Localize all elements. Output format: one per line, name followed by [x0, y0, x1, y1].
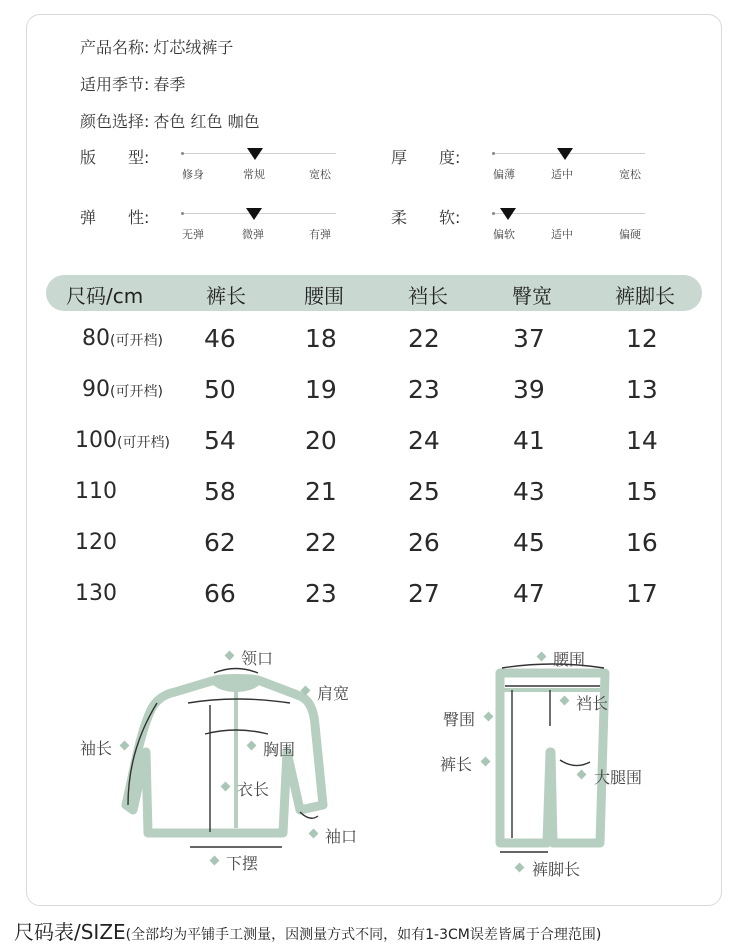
stretch-scale-label: 弹 性: — [80, 208, 150, 227]
color-label: 颜色选择: — [80, 112, 150, 131]
header-hip: 臀宽 — [512, 284, 552, 308]
header-waist: 腰围 — [304, 284, 344, 308]
cell-pant-length: 50 — [204, 375, 236, 404]
cell-rise: 27 — [408, 579, 440, 608]
cell-waist: 18 — [305, 324, 337, 353]
cell-waist: 19 — [305, 375, 337, 404]
label-chest: 胸围 — [263, 740, 296, 759]
stretch-tick-1: 微弹 — [242, 228, 264, 241]
footer-note: (全部均为平铺手工测量，因测量方式不同，如有1-3CM误差皆属于合理范围) — [125, 927, 602, 943]
fit-tick-0: 修身 — [182, 168, 204, 181]
color-value: 杏色 红色 咖色 — [153, 112, 260, 131]
cell-rise: 22 — [408, 324, 440, 353]
size-value: 80 — [82, 326, 110, 351]
label-waist: 腰围 — [553, 650, 586, 669]
cell-waist: 21 — [305, 477, 337, 506]
cell-pant-length: 54 — [204, 426, 236, 455]
label-collar: 领口 — [241, 649, 274, 668]
size-note: (可开档) — [117, 435, 170, 451]
softness-scale-label: 柔 软: — [391, 208, 461, 227]
label-pant-length: 裤长 — [440, 755, 473, 774]
cell-hip: 45 — [513, 528, 545, 557]
label-sleeve: 袖长 — [80, 739, 113, 758]
stretch-tick-2: 有弹 — [309, 228, 331, 241]
cell-pant-length: 58 — [204, 477, 236, 506]
size-value: 90 — [82, 377, 110, 402]
cell-hip: 43 — [513, 477, 545, 506]
season-label: 适用季节: — [80, 75, 150, 94]
size-note: (可开档) — [110, 333, 163, 349]
cell-rise: 26 — [408, 528, 440, 557]
label-shoulder: 肩宽 — [317, 684, 350, 703]
cell-leg-opening: 13 — [626, 375, 658, 404]
cell-hip: 37 — [513, 324, 545, 353]
cell-leg-opening: 12 — [626, 324, 658, 353]
collar-arrow — [214, 669, 258, 674]
cell-pant-length: 62 — [204, 528, 236, 557]
cell-rise: 24 — [408, 426, 440, 455]
label-thigh: 大腿围 — [594, 768, 643, 787]
footer — [14, 916, 601, 945]
cell-pant-length: 66 — [204, 579, 236, 608]
shoulder-arrow — [188, 699, 290, 703]
cell-leg-opening: 17 — [626, 579, 658, 608]
stretch-tick-0: 无弹 — [182, 228, 204, 241]
label-cuff: 袖口 — [325, 827, 358, 846]
cell-pant-length: 46 — [204, 324, 236, 353]
product-value: 灯芯绒裤子 — [153, 38, 234, 57]
product-label: 产品名称: — [80, 38, 150, 57]
softness-tick-0: 偏软 — [493, 228, 515, 241]
header-rise: 裆长 — [408, 284, 448, 308]
label-hip: 臀围 — [443, 710, 476, 729]
cell-leg-opening: 16 — [626, 528, 658, 557]
footer-title: 尺码表/SIZE — [14, 920, 126, 944]
cell-rise: 23 — [408, 375, 440, 404]
label-length: 衣长 — [237, 780, 270, 799]
size-value: 120 — [75, 530, 117, 555]
size-value: 130 — [75, 581, 117, 606]
fit-tick-2: 宽松 — [309, 168, 331, 181]
label-leg-opening: 裤脚长 — [532, 860, 581, 879]
header-pant-length: 裤长 — [206, 284, 246, 308]
season-value: 春季 — [153, 75, 186, 94]
thickness-scale-label: 厚 度: — [391, 148, 461, 167]
cell-waist: 22 — [305, 528, 337, 557]
header-leg-opening: 裤脚长 — [615, 284, 675, 308]
size-value: 100 — [75, 428, 117, 453]
cell-waist: 23 — [305, 579, 337, 608]
cell-waist: 20 — [305, 426, 337, 455]
cell-hip: 47 — [513, 579, 545, 608]
cell-rise: 25 — [408, 477, 440, 506]
label-rise: 裆长 — [576, 694, 609, 713]
thickness-tick-0: 偏薄 — [493, 168, 515, 181]
cell-leg-opening: 15 — [626, 477, 658, 506]
softness-tick-2: 偏硬 — [619, 228, 641, 241]
cell-hip: 39 — [513, 375, 545, 404]
fit-tick-1: 常规 — [243, 168, 265, 181]
size-value: 110 — [75, 479, 117, 504]
thickness-tick-1: 适中 — [551, 168, 573, 181]
size-note: (可开档) — [110, 384, 163, 400]
fit-scale-label: 版 型: — [80, 148, 150, 167]
thigh-arrow — [560, 760, 590, 766]
softness-tick-1: 适中 — [551, 228, 573, 241]
thickness-tick-2: 宽松 — [619, 168, 641, 181]
header-size: 尺码/cm — [66, 284, 144, 308]
cell-leg-opening: 14 — [626, 426, 658, 455]
cell-hip: 41 — [513, 426, 545, 455]
label-hem: 下摆 — [226, 854, 259, 873]
